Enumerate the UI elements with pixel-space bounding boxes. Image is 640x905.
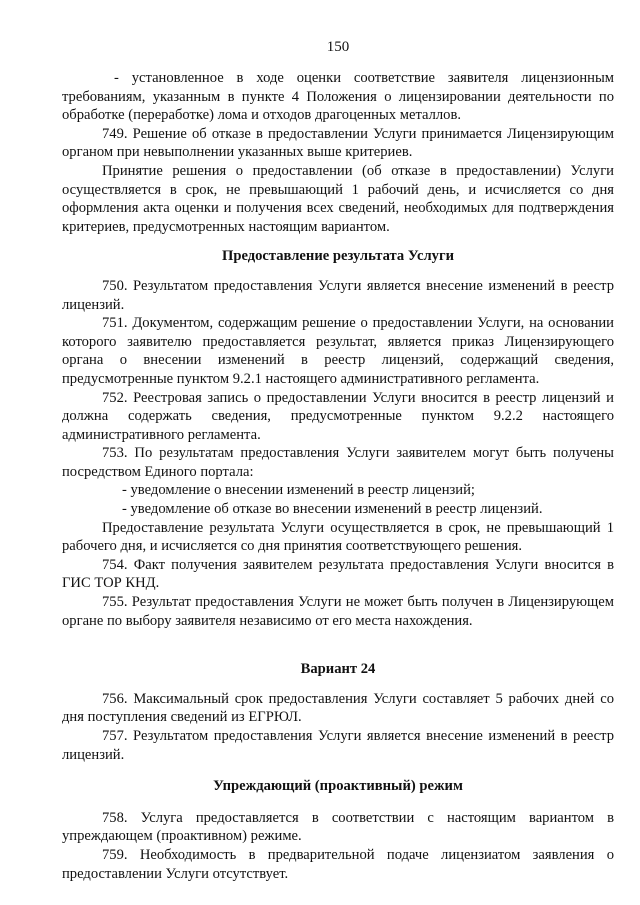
- section-heading-proactive: Упреждающий (проактивный) режим: [213, 778, 463, 795]
- paragraph-758: 758. Услуга предоставляется в соответствии с настоящим вариантом в упреждающем (проактивном) режиме.: [62, 809, 614, 845]
- page-number: 150: [326, 39, 350, 55]
- paragraph-751: 751. Документом, содержащим решение о предоставлении Услуги, на основании которого заявителю предоставляется результат, является приказ Лицензирующего органа о внесении изменений в реестр лицензий, содержащий сведения, предусмотренные пунктом 9.2.1 настоящего административного регламента.: [62, 315, 614, 387]
- paragraph-752: 752. Реестровая запись о предоставлении Услуги вносится в реестр лицензий и должна содержать сведения, предусмотренные пунктом 9.2.2 настоящего административного регламента.: [62, 389, 614, 443]
- section-heading-variant-24: Вариант 24: [300, 661, 376, 678]
- spacer: [62, 236, 614, 247]
- spacer: [62, 630, 614, 660]
- paragraph-756: 756. Максимальный срок предоставления Услуги составляет 5 рабочих дней со дня поступления сведений из ЕГРЮЛ.: [62, 690, 614, 726]
- paragraph-decision-term: Принятие решения о предоставлении (об отказе в предоставлении) Услуги осуществляется в срок, не превышающий 1 рабочий день, и исчисляется со дня оформления акта оценки и получения всех сведений, необходимых для подтверждения критериев, предусмотренных настоящим вариантом.: [62, 162, 614, 235]
- list-item-notification-refusal: - уведомление об отказе во внесении изменений в реестр лицензий.: [122, 501, 543, 518]
- list-item-notification-changes: - уведомление о внесении изменений в реестр лицензий;: [122, 482, 475, 499]
- section-heading-result: Предоставление результата Услуги: [222, 248, 454, 265]
- spacer: [62, 266, 614, 277]
- spacer: [62, 679, 614, 690]
- spacer: [62, 796, 614, 809]
- criteria-dash-item: - установленное в ходе оценки соответствие заявителя лицензионным требованиям, указанным в пункте 4 Положения о лицензировании деятельности по обработке (переработке) лома и отходов драгоценных металлов.: [62, 70, 614, 124]
- paragraph-749: 749. Решение об отказе в предоставлении Услуги принимается Лицензирующим органом при невыполнении указанных выше критериев.: [62, 125, 614, 161]
- spacer: [62, 764, 614, 777]
- paragraph-759: 759. Необходимость в предварительной подаче лицензиатом заявления о предоставлении Услуги отсутствует.: [62, 846, 614, 882]
- paragraph-757: 757. Результатом предоставления Услуги является внесение изменений в реестр лицензий.: [62, 728, 614, 763]
- paragraph-753: 753. По результатам предоставления Услуги заявителем могут быть получены посредством Единого портала:: [62, 445, 614, 480]
- paragraph-754: 754. Факт получения заявителем результата предоставления Услуги вносится в ГИС ТОР КНД.: [62, 556, 614, 592]
- paragraph-755: 755. Результат предоставления Услуги не может быть получен в Лицензирующем органе по выбору заявителя независимо от его места нахождения.: [62, 594, 614, 629]
- paragraph-result-term: Предоставление результата Услуги осуществляется в срок, не превышающий 1 рабочего дня, и исчисляется со дня принятия соответствующего решения.: [62, 519, 614, 555]
- paragraph-750: 750. Результатом предоставления Услуги является внесение изменений в реестр лицензий.: [62, 277, 614, 313]
